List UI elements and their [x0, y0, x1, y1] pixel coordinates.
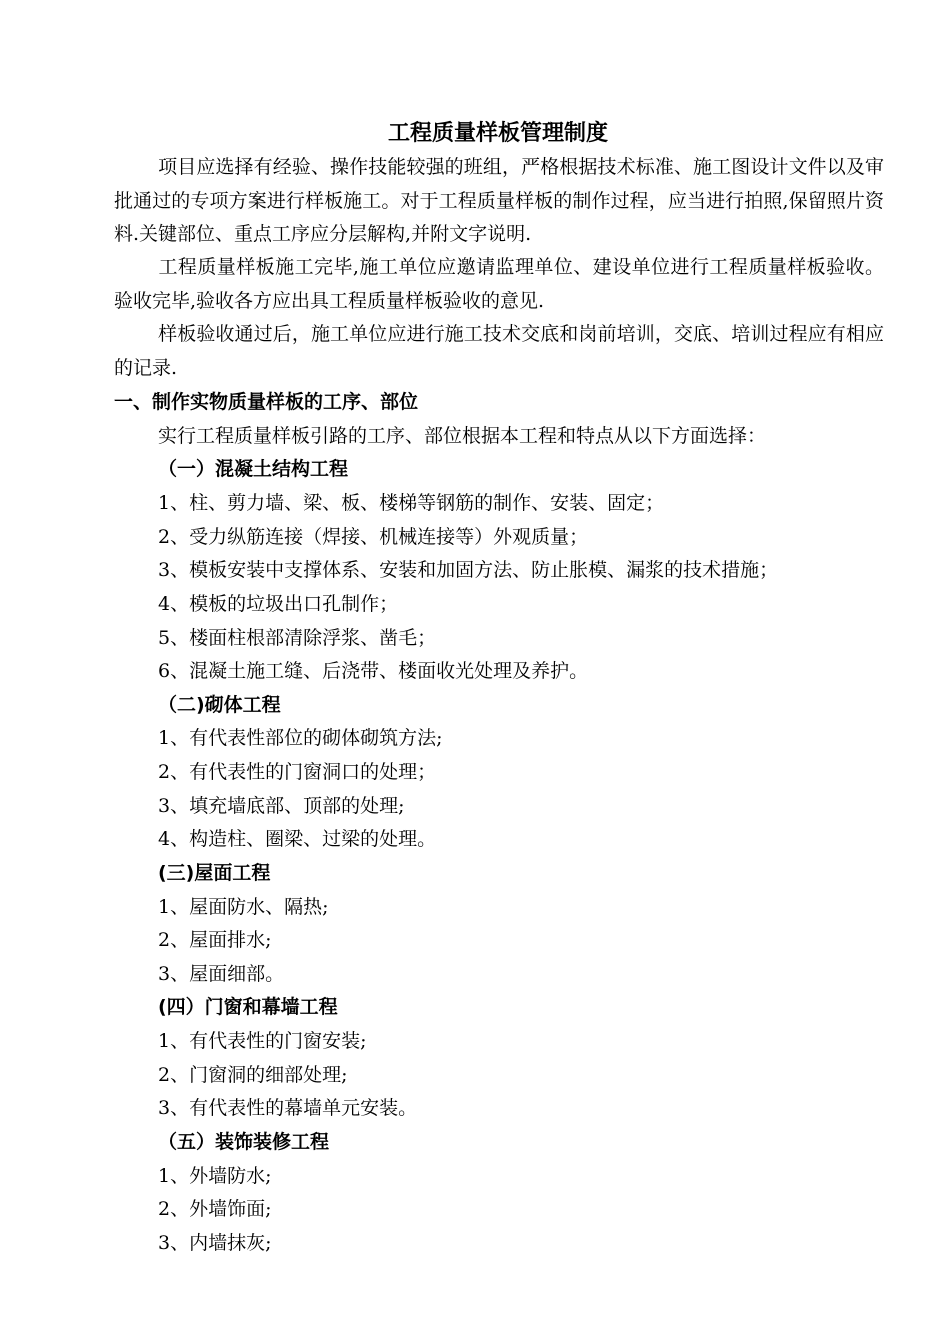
roof-item: 2、屋面排水;	[158, 929, 272, 951]
concrete-heading: （一）混凝土结构工程	[158, 458, 349, 480]
doors-heading: (四）门窗和幕墙工程	[158, 996, 338, 1018]
masonry-item: 3、填充墙底部、顶部的处理;	[158, 795, 405, 817]
masonry-item: 2、有代表性的门窗洞口的处理；	[158, 761, 437, 783]
document-title: 工程质量样板管理制度	[387, 121, 608, 146]
masonry-heading: （二)砌体工程	[158, 694, 281, 716]
roof-item: 1、屋面防水、隔热;	[158, 896, 329, 918]
concrete-item: 6、混凝土施工缝、后浇带、楼面收光处理及养护。	[158, 660, 589, 682]
decoration-item: 2、外墙饰面;	[158, 1198, 272, 1220]
intro-paragraph-1	[114, 151, 884, 252]
masonry-item: 1、有代表性部位的砌体砌筑方法;	[158, 727, 443, 749]
intro-text-1: 项目应选择有经验、操作技能较强的班组，严格根据技术标准、施工图设计文件以及审批通过的专项方案进行样板施工。对于工程质量样板的制作过程，应当进行拍照,保留照片资料.关键部位、重点工序应分层解构,并附文字说明.	[114, 156, 884, 245]
decoration-heading: （五）装饰装修工程	[158, 1131, 330, 1153]
concrete-item: 2、受力纵筋连接（焊接、机械连接等）外观质量；	[158, 526, 589, 548]
intro-text-3: 样板验收通过后，施工单位应进行施工技术交底和岗前培训，交底、培训过程应有相应的记录.	[114, 323, 884, 379]
roof-heading: (三)屋面工程	[158, 862, 271, 884]
concrete-item: 4、模板的垃圾出口孔制作；	[158, 593, 399, 615]
intro-text-2: 工程质量样板施工完毕,施工单位应邀请监理单位、建设单位进行工程质量样板验收。验收完毕,验收各方应出具工程质量样板验收的意见.	[114, 256, 884, 312]
concrete-item: 5、楼面柱根部清除浮浆、凿毛；	[158, 627, 437, 649]
roof-item: 3、屋面细部。	[158, 963, 285, 985]
section-1-lead: 实行工程质量样板引路的工序、部位根据本工程和特点从以下方面选择：	[158, 425, 767, 447]
concrete-item: 3、模板安装中支撑体系、安装和加固方法、防止胀模、漏浆的技术措施；	[158, 559, 779, 581]
concrete-item: 1、柱、剪力墙、梁、板、楼梯等钢筋的制作、安装、固定；	[158, 492, 665, 514]
doors-item: 3、有代表性的幕墙单元安装。	[158, 1097, 418, 1119]
decoration-item: 3、内墙抹灰;	[158, 1232, 272, 1254]
intro-paragraph-3	[114, 318, 884, 385]
doors-item: 2、门窗洞的细部处理;	[158, 1064, 348, 1086]
decoration-item: 1、外墙防水;	[158, 1165, 272, 1187]
intro-paragraph-2	[114, 251, 884, 318]
masonry-item: 4、构造柱、圈梁、过梁的处理。	[158, 828, 437, 850]
doors-item: 1、有代表性的门窗安装;	[158, 1030, 367, 1052]
section-1-heading: 一、制作实物质量样板的工序、部位	[114, 391, 419, 413]
